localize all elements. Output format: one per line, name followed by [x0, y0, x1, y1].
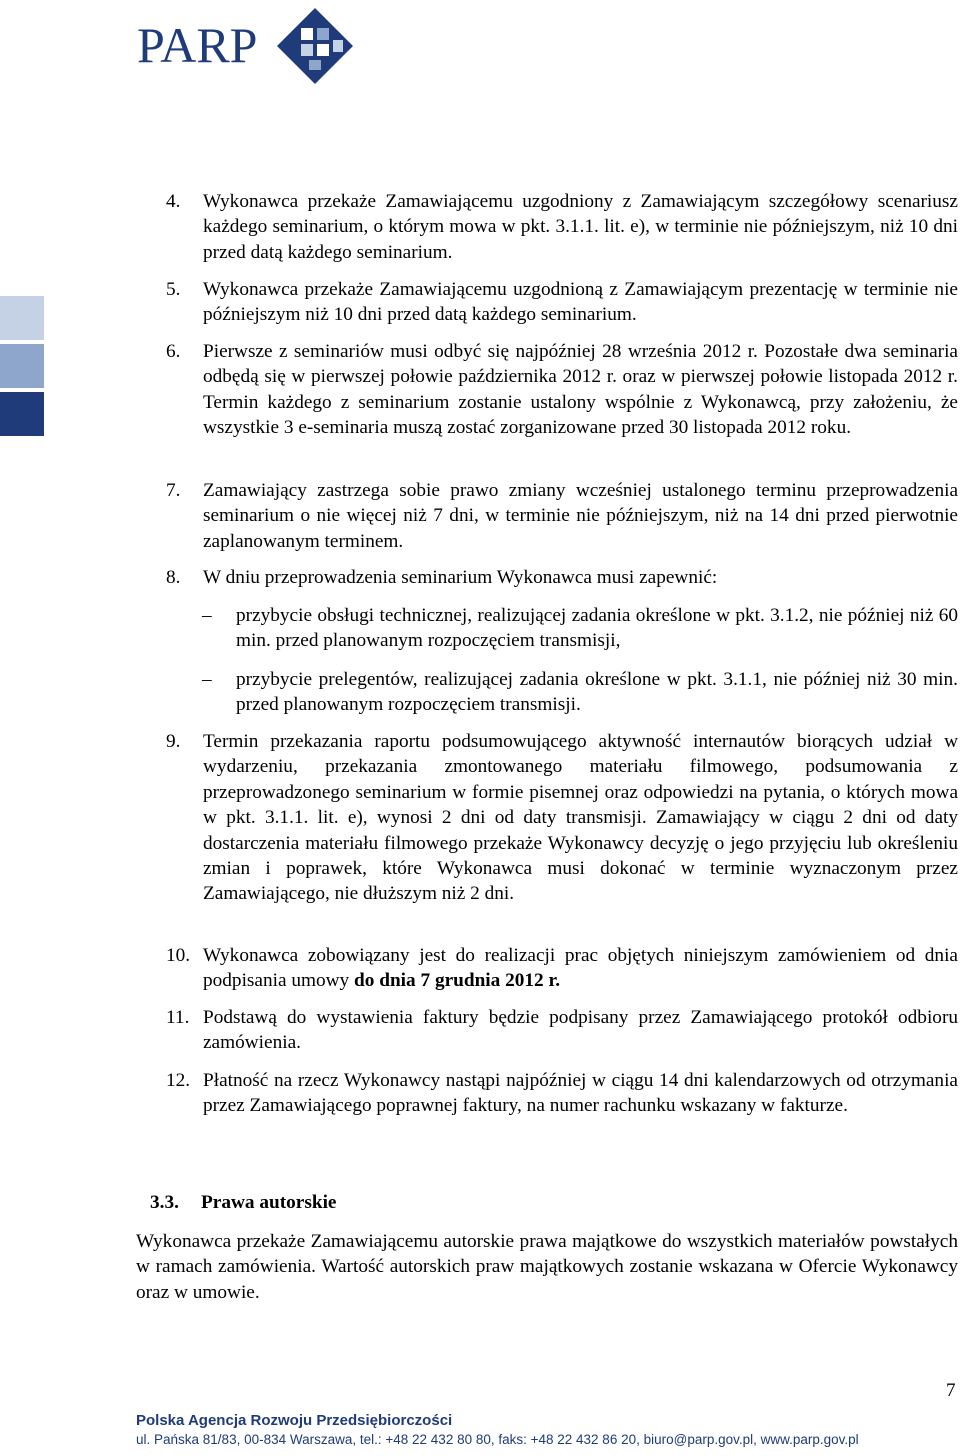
list-item-text: Zamawiający zastrzega sobie prawo zmiany wcześniej ustalonego terminu przeprowadzenia seminarium o nie więcej niż 7 dni, w terminie nie późniejszym, niż na 14 dni przed pierwotnie zaplanowanym terminem. — [203, 480, 958, 552]
side-block-light — [0, 296, 44, 340]
list-item-text: Pierwsze z seminariów musi odbyć się najpóźniej 28 września 2012 r. Pozostałe dwa seminaria odbędą się w pierwszej połowie października 2012 r. oraz w pierwszej połowie listopada 2012 r. Termin każdego z seminarium zostanie ustalony wspólnie z Wykonawcą, przy założeniu, że wszystkie 3 e-seminaria muszą zostać zorganizowane przed 30 listopada 2012 roku. — [203, 341, 958, 439]
list-item-8 — [166, 565, 958, 590]
sub-item-technical-staff — [202, 603, 958, 654]
list-item-6 — [166, 339, 958, 441]
footer — [136, 1412, 859, 1449]
list-item-text: W dniu przeprowadzenia seminarium Wykonawca musi zapewnić: — [203, 567, 718, 588]
list-item-12 — [166, 1068, 958, 1119]
list-item-text: Termin przekazania raportu podsumowującego aktywność internautów biorących udział w wydarzeniu, przekazania zmontowanego materiału filmowego, podsumowania z przeprowadzonego seminarium w formie pisemnej oraz odpowiedzi na pytania, o których mowa w pkt. 3.1.1. lit. e), wynosi 2 dni od daty transmisji. Zamawiający w ciągu 2 dni od daty dostarczenia materiału filmowego przekaże Wykonawcy decyzję o jego przyjęciu lub określeniu zmian i poprawek, które Wykonawca musi dokonać w terminie wyznaczonym przez Zamawiającego, nie dłuższym niż 2 dni. — [203, 731, 958, 905]
list-item-number: 11. — [166, 1007, 190, 1028]
list-item-4 — [166, 189, 958, 265]
parp-logo — [137, 6, 377, 86]
list-item-5 — [166, 277, 958, 328]
list-item-number: 6. — [166, 341, 181, 362]
footer-organization-name: Polska Agencja Rozwoju Przedsiębiorczości — [136, 1412, 453, 1429]
sub-item-speakers — [202, 667, 958, 718]
section-number: 3.3. — [150, 1192, 179, 1213]
list-item-number: 4. — [166, 191, 181, 212]
list-item-text — [203, 943, 958, 994]
list-item-text: Wykonawca przekaże Zamawiającemu uzgodnioną z Zamawiającym prezentację w terminie nie późniejszym niż 10 dni przed datą każdego seminarium. — [203, 279, 958, 326]
deadline-date: do dnia 7 grudnia 2012 r. — [354, 970, 561, 992]
section-paragraph: Wykonawca przekaże Zamawiającemu autorskie prawa majątkowe do wszystkich materiałów powstałych w ramach zamówienia. Wartość autorskich praw majątkowych zostanie wskazana w Ofercie Wykonawcy oraz w umowie. — [136, 1231, 958, 1303]
list-item-number: 10. — [166, 945, 191, 966]
list-item-number: 12. — [166, 1070, 191, 1091]
side-block-mid — [0, 344, 44, 388]
section-heading — [150, 1192, 337, 1214]
dash-bullet: – — [202, 605, 212, 626]
list-item-text: Płatność na rzecz Wykonawcy nastąpi najpóźniej w ciągu 14 dni kalendarzowych od otrzymania przez Zamawiającego poprawnej faktury, na numer rachunku wskazany w fakturze. — [203, 1070, 958, 1117]
parp-logo-mark-icon — [275, 6, 355, 86]
footer-contact-info: ul. Pańska 81/83, 00-834 Warszawa, tel.: +48 22 432 80 80, faks: +48 22 432 86 20, biuro@parp.gov.pl, www.parp.gov.pl — [136, 1432, 859, 1447]
list-item-number: 7. — [166, 480, 181, 501]
list-item-7 — [166, 478, 958, 554]
side-block-dark — [0, 392, 44, 436]
list-item-text: Podstawą do wystawienia faktury będzie podpisany przez Zamawiającego protokół odbioru zamówienia. — [203, 1007, 958, 1054]
list-item-9 — [166, 729, 958, 907]
side-decoration — [0, 296, 44, 436]
page-number: 7 — [946, 1380, 956, 1401]
list-item-number: 5. — [166, 279, 181, 300]
list-item-text: Wykonawca przekaże Zamawiającemu uzgodniony z Zamawiającym szczegółowy scenariusz każdego seminarium, o którym mowa w pkt. 3.1.1. lit. e), w terminie nie późniejszym, niż 10 dni przed datą każdego seminarium. — [203, 191, 958, 263]
logo-text: PARP — [137, 17, 258, 73]
list-item-number: 9. — [166, 731, 181, 752]
list-item-10 — [166, 943, 958, 994]
section-title: Prawa autorskie — [201, 1192, 337, 1213]
list-item-text-regular: Wykonawca zobowiązany jest do realizacji prac objętych niniejszym zamówieniem od dnia podpisania umowy — [203, 945, 958, 992]
sub-item-text: przybycie prelegentów, realizującej zadania określone w pkt. 3.1.1, nie później niż 30 min. przed planowanym rozpoczęciem transmisji. — [236, 669, 958, 716]
sub-item-text: przybycie obsługi technicznej, realizującej zadania określone w pkt. 3.1.2, nie później niż 60 min. przed planowanym rozpoczęciem transmisji, — [236, 605, 958, 652]
dash-bullet: – — [202, 669, 212, 690]
list-item-number: 8. — [166, 567, 181, 588]
list-item-11 — [166, 1005, 958, 1056]
